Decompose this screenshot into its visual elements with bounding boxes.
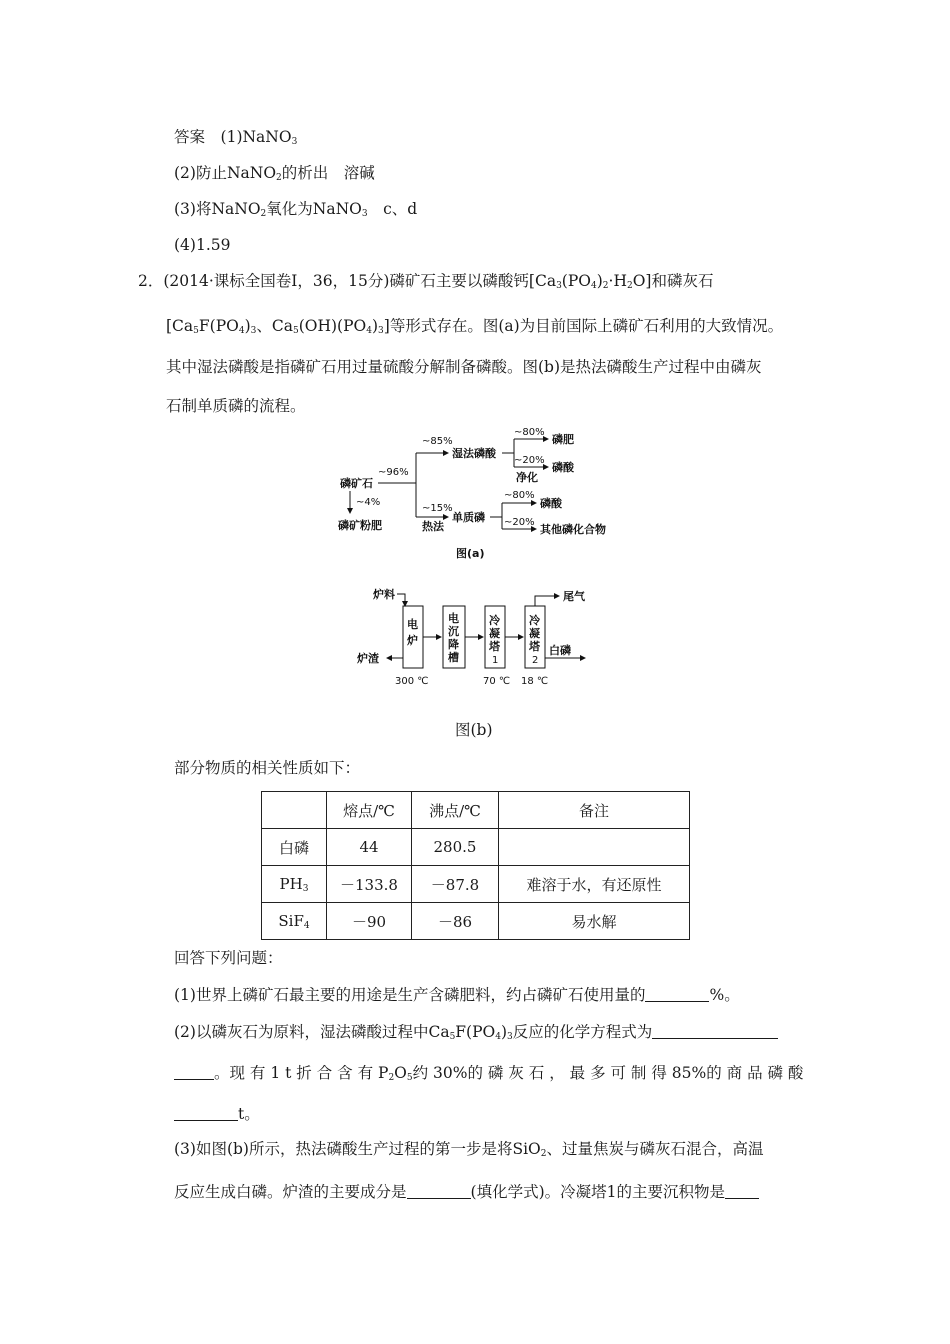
text: (3)如图(b)所示，热法磷酸生产过程的第一步是将SiO — [174, 1140, 541, 1158]
table-cell: 280.5 — [412, 829, 499, 866]
text: SiF — [278, 911, 304, 930]
text: 。现 有 1 t 折 合 含 有 P — [214, 1064, 389, 1082]
label-settle-4: 槽 — [448, 651, 459, 664]
sub: 5 — [449, 1032, 456, 1042]
text: [Ca — [166, 317, 194, 335]
label-fert: 磷肥 — [552, 433, 574, 446]
table-header: 沸点/℃ — [412, 792, 499, 829]
label-tail: 尾气 — [563, 590, 585, 603]
label-settle-2: 沉 — [448, 625, 459, 638]
q1-blank[interactable] — [645, 987, 709, 1002]
table-row — [262, 866, 690, 903]
answer-intro: 回答下列问题： — [174, 949, 283, 967]
text: (OH)(PO — [298, 317, 367, 335]
text: ]等形式存在。图(a)为目前国际上磷矿石利用的大致情况。 — [383, 317, 784, 335]
label-furnace-1: 电 — [407, 618, 418, 631]
table-row — [262, 903, 690, 940]
text: O]和磷灰石 — [632, 272, 714, 290]
sub: 4 — [238, 326, 245, 336]
answer-1: (1)NaNO — [220, 128, 292, 146]
label-t2: 70 ℃ — [483, 676, 511, 687]
table-cell — [262, 829, 327, 866]
caption-a: 图(a) — [456, 547, 485, 560]
label-elem: 单质磷 — [452, 511, 485, 524]
text: F(PO — [198, 317, 239, 335]
table-header-row — [262, 792, 690, 829]
text: 、Ca — [256, 317, 293, 335]
sub: 2 — [540, 1149, 547, 1159]
question-line-4 — [166, 396, 306, 416]
sub: 2 — [276, 173, 282, 183]
q3-blank-1[interactable] — [407, 1184, 471, 1199]
label-p80a: ~80% — [514, 427, 545, 438]
table-row — [262, 829, 690, 866]
text: ) — [500, 1023, 508, 1041]
properties-table — [261, 791, 690, 940]
sub: 2 — [260, 209, 267, 219]
table-cell: －133.8 — [327, 866, 412, 903]
sub: 3 — [291, 137, 298, 147]
label-cond1-1: 冷 — [489, 614, 500, 627]
label-cond2-2: 凝 — [529, 627, 540, 640]
label-cond2-4: 2 — [532, 655, 539, 666]
text: 其中湿法磷酸是指磷矿石用过量硫酸分解制备磷酸。图(b)是热法磷酸生产过程中由磷灰 — [166, 358, 762, 376]
answer-3c: c、d — [367, 200, 418, 218]
answer-line-4 — [174, 235, 230, 255]
text: 石制单质磷的流程。 — [166, 397, 306, 415]
line — [535, 596, 559, 606]
q2-line-3 — [174, 1104, 260, 1124]
answer-line-1 — [174, 127, 297, 152]
q2-blank-2[interactable] — [174, 1065, 214, 1080]
label-ore: 磷矿石 — [340, 477, 373, 490]
label-p4: ~4% — [356, 497, 381, 508]
label-other: 其他磷化合物 — [540, 523, 606, 536]
q2-line-1 — [174, 1022, 778, 1047]
label-thermal: 热法 — [422, 520, 444, 533]
text: (1)世界上磷矿石最主要的用途是生产含磷肥料，约占磷矿石使用量的 — [174, 986, 646, 1004]
label-p80b: ~80% — [504, 490, 535, 501]
text: 反应生成白磷。炉渣的主要成分是 — [174, 1183, 407, 1201]
sub: 5 — [193, 326, 199, 336]
sub: 3 — [302, 883, 309, 894]
sub: 2 — [626, 281, 633, 291]
label-p20b: ~20% — [504, 517, 535, 528]
sub: 5 — [406, 1073, 413, 1083]
sub: 3 — [250, 326, 257, 336]
label-acid2: 磷酸 — [540, 497, 562, 510]
label-cond1-3: 塔 — [489, 640, 500, 653]
answer-3b: 氧化为NaNO — [266, 200, 362, 218]
label-t3: 18 ℃ — [521, 676, 549, 687]
sub: 4 — [590, 281, 597, 291]
q1-line — [174, 985, 740, 1005]
table-header — [262, 792, 327, 829]
text: %。 — [709, 986, 740, 1004]
text: ) — [596, 272, 603, 290]
label-powder: 磷矿粉肥 — [338, 519, 382, 532]
sub: 3 — [361, 209, 368, 219]
question-number: 2． — [138, 272, 164, 290]
question-line-2 — [166, 316, 783, 341]
sub: 4 — [495, 1032, 501, 1042]
label-settle-3: 降 — [448, 638, 459, 651]
caption-b: 图(b) — [455, 721, 493, 739]
table-cell: 易水解 — [499, 903, 690, 940]
answer-line-2 — [174, 163, 375, 188]
label-p85: ~85% — [422, 436, 453, 447]
answer-2a: (2)防止NaNO — [174, 164, 277, 182]
sub: 4 — [366, 326, 372, 336]
diagram-a — [330, 425, 630, 570]
q2-blank-1[interactable] — [652, 1024, 778, 1039]
table-cell: 44 — [327, 829, 412, 866]
text: 约 30%的 磷 灰 石 ， 最 多 可 制 得 85%的 商 品 磷 酸 — [412, 1064, 804, 1082]
text: 白磷 — [278, 838, 309, 857]
table-cell: －90 — [327, 903, 412, 940]
q2-blank-3[interactable] — [174, 1106, 238, 1121]
label-white: 白磷 — [549, 644, 571, 657]
label-cond1-4: 1 — [492, 655, 499, 666]
label-cond1-2: 凝 — [489, 627, 500, 640]
label-cond2-1: 冷 — [529, 614, 540, 627]
table-cell — [262, 866, 327, 903]
sub: 2 — [388, 1073, 395, 1083]
label-p20a: ~20% — [514, 455, 545, 466]
answer-3a: (3)将NaNO — [174, 200, 261, 218]
q3-blank-2[interactable] — [725, 1184, 759, 1199]
sub: 2 — [602, 281, 609, 291]
table-header: 熔点/℃ — [327, 792, 412, 829]
diagram-b — [355, 582, 595, 690]
line — [397, 594, 405, 606]
text: 、过量焦炭与磷灰石混合，高温 — [546, 1140, 764, 1158]
label-slag: 炉渣 — [357, 652, 379, 665]
text: (PO — [561, 272, 591, 290]
label-p15: ~15% — [422, 503, 453, 514]
q3-line-1 — [174, 1139, 764, 1164]
sub: 3 — [507, 1032, 513, 1042]
label-cond2-3: 塔 — [529, 640, 540, 653]
label-furnace-2: 炉 — [407, 634, 418, 647]
text: ) — [371, 317, 379, 335]
text: ·H — [608, 272, 627, 290]
label-t1: 300 ℃ — [395, 676, 429, 687]
table-cell — [262, 903, 327, 940]
text: (2014·课标全国卷Ⅰ，36，15分)磷矿石主要以磷酸钙[Ca — [163, 272, 557, 290]
sub: 3 — [378, 326, 384, 336]
sub: 3 — [556, 281, 562, 291]
text: (填化学式)。冷凝塔1的主要沉积物是 — [470, 1183, 725, 1201]
label-acid1: 磷酸 — [552, 461, 574, 474]
table-cell: －86 — [412, 903, 499, 940]
text: ) — [244, 317, 251, 335]
sub: 5 — [292, 326, 299, 336]
answer-label: 答案 — [174, 128, 206, 146]
text: F(PO — [455, 1023, 496, 1041]
q2-line-2 — [174, 1063, 803, 1088]
table-cell — [499, 829, 690, 866]
sub: 4 — [303, 920, 310, 931]
text: 反应的化学方程式为 — [512, 1023, 653, 1041]
text: (2)以磷灰石为原料，湿法磷酸过程中Ca — [174, 1023, 450, 1041]
label-purify: 净化 — [516, 471, 538, 484]
text: t。 — [238, 1105, 260, 1123]
answer-line-3 — [174, 199, 417, 224]
label-wet: 湿法磷酸 — [452, 447, 496, 460]
answer-2b: 的析出 溶碱 — [281, 164, 375, 182]
label-feed: 炉料 — [373, 588, 395, 601]
props-intro: 部分物质的相关性质如下： — [174, 759, 361, 777]
table-cell: 难溶于水，有还原性 — [499, 866, 690, 903]
question-line-1 — [138, 271, 713, 296]
q3-line-2 — [174, 1182, 759, 1202]
answer-4: (4)1.59 — [174, 236, 231, 254]
text: O — [394, 1064, 407, 1082]
label-settle-1: 电 — [448, 612, 459, 625]
question-line-3 — [166, 357, 762, 377]
label-p96: ~96% — [378, 467, 409, 478]
text: PH — [279, 874, 303, 893]
table-header: 备注 — [499, 792, 690, 829]
table-cell: －87.8 — [412, 866, 499, 903]
